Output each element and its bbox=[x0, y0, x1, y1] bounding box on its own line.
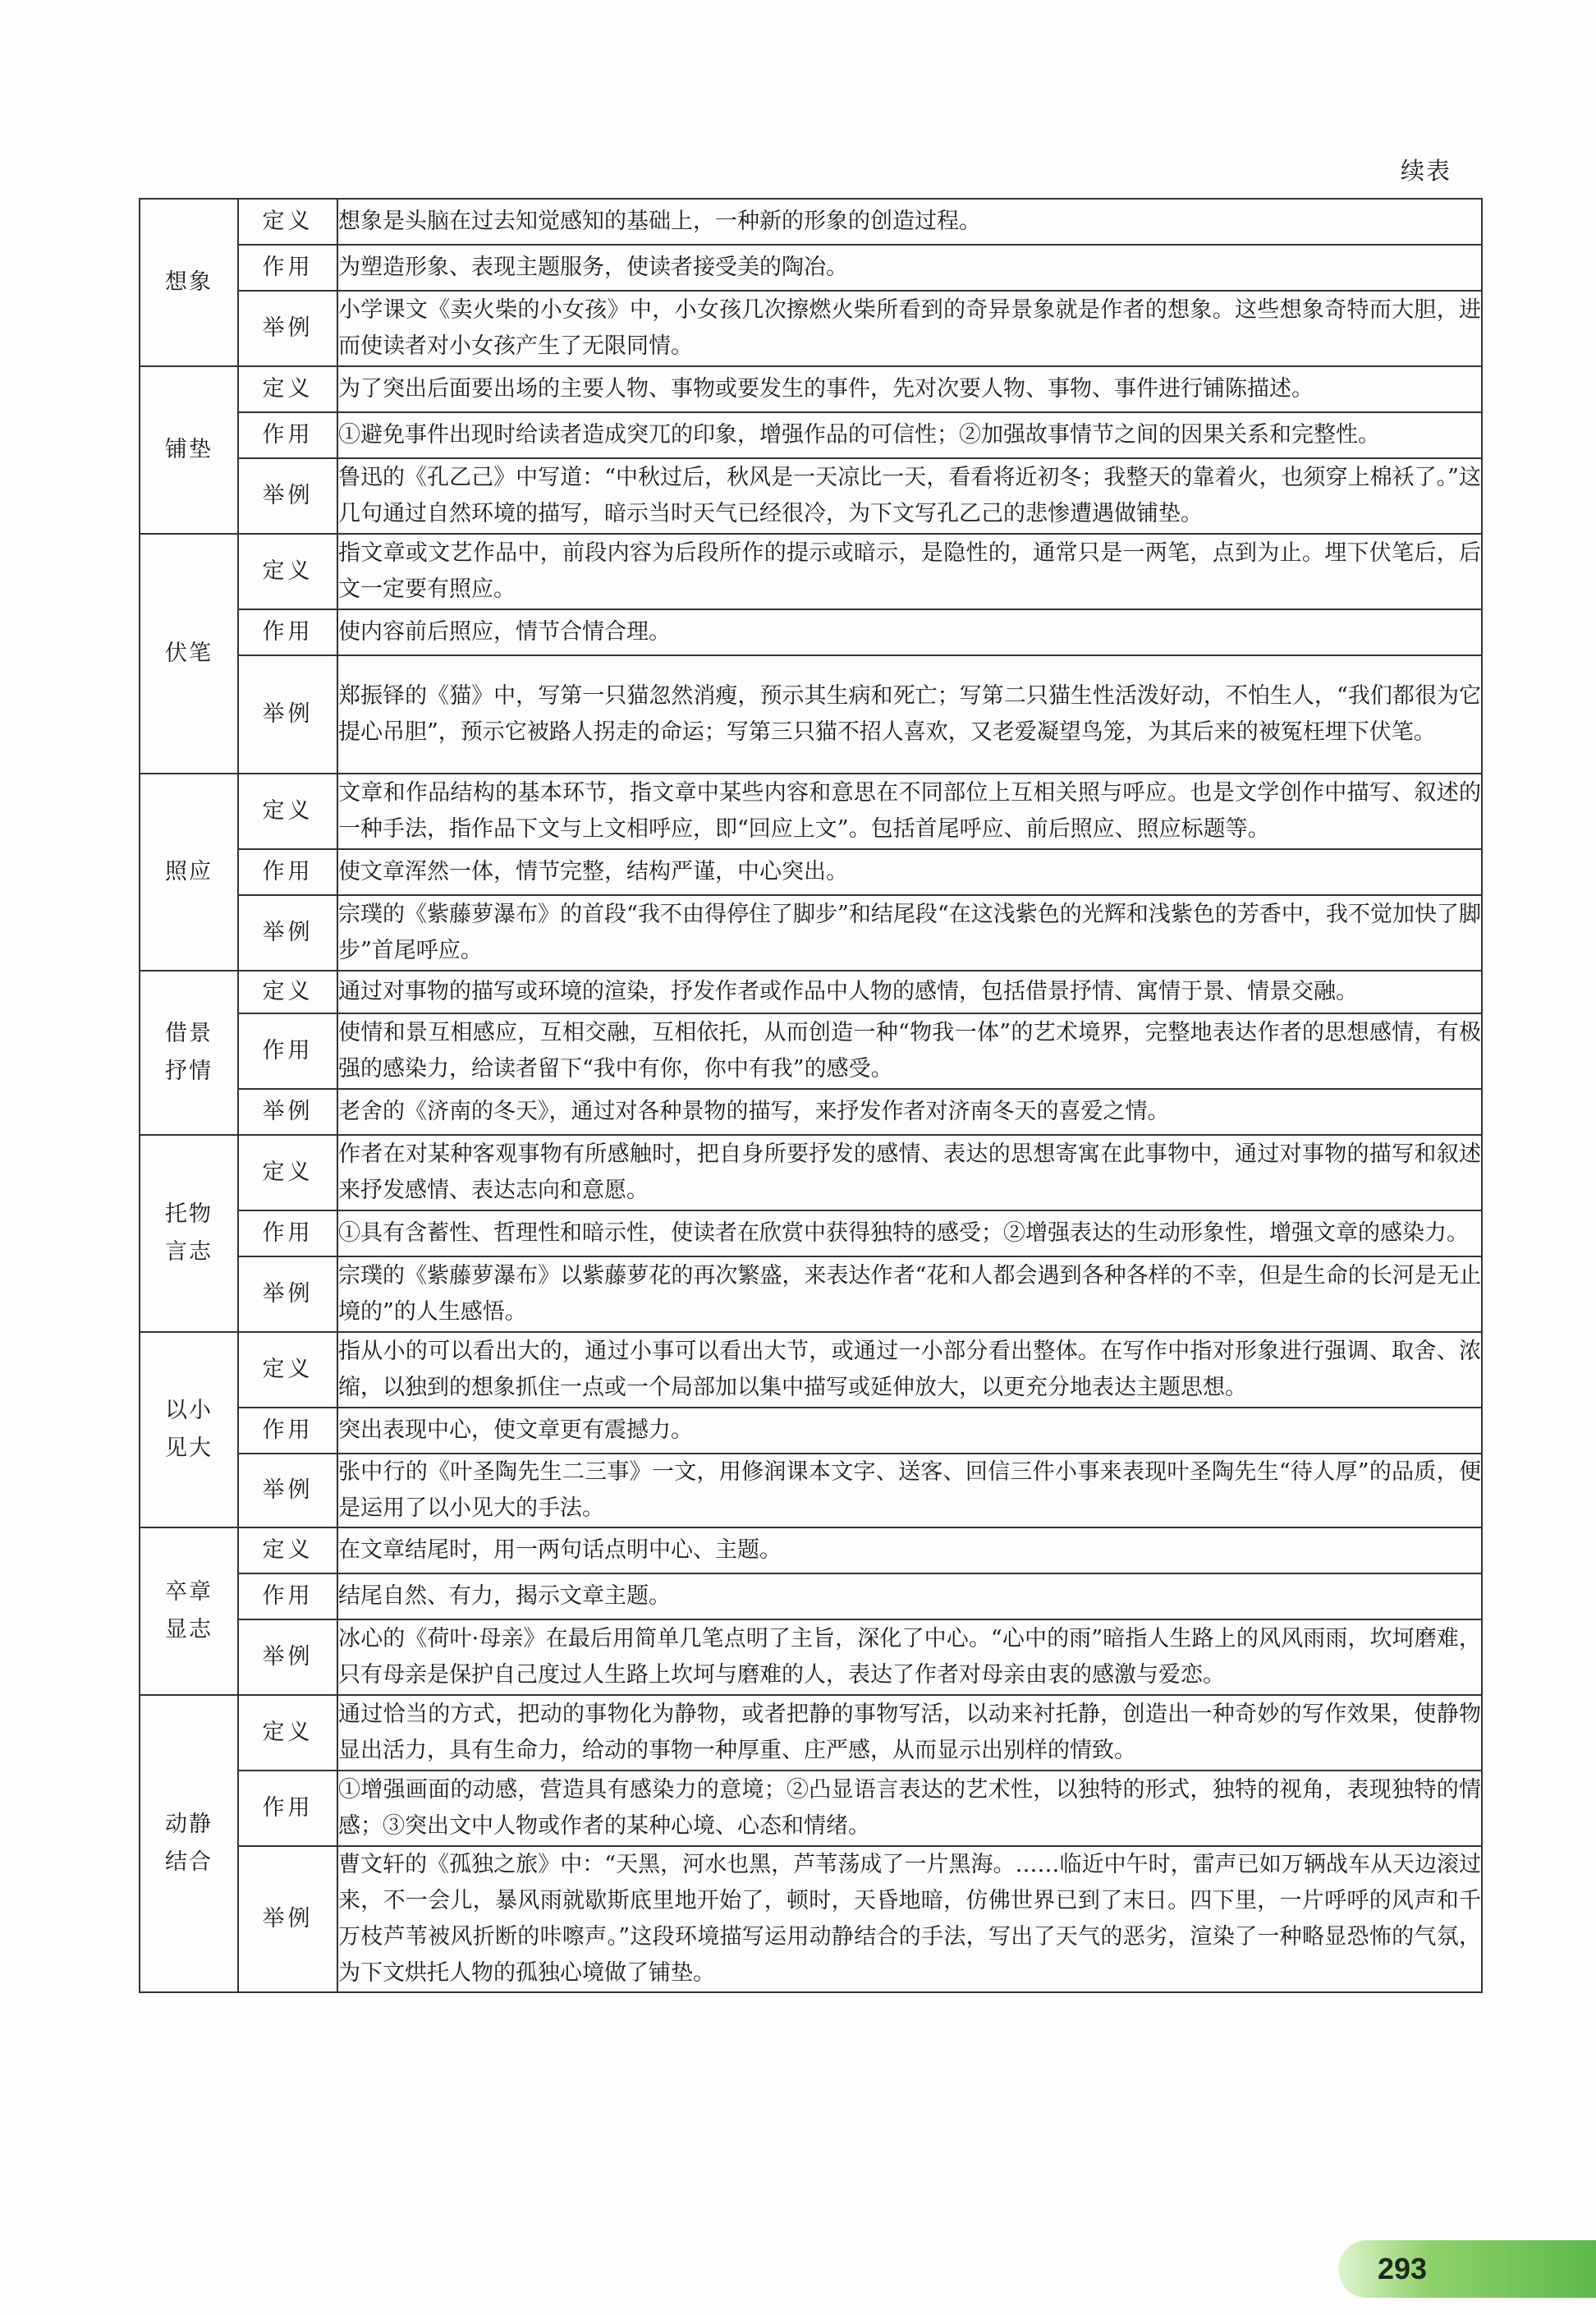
row-label: 作用 bbox=[238, 1573, 337, 1619]
section-name-line: 见大 bbox=[165, 1435, 213, 1461]
row-label: 定义 bbox=[238, 1695, 337, 1771]
table-row bbox=[140, 1527, 1482, 1573]
row-label: 作用 bbox=[238, 1013, 337, 1089]
table-row bbox=[140, 971, 1482, 1013]
section-name-line: 卒章 bbox=[165, 1579, 213, 1605]
row-label: 作用 bbox=[238, 412, 337, 458]
row-text: 鲁迅的《孔乙己》中写道：“中秋过后，秋风是一天凉比一天，看看将近初冬；我整天的靠着火，也须穿上棉袄了。”这几句通过自然环境的描写，暗示当时天气已经很冷，为下文写孔乙己的悲惨遭遇做铺垫。 bbox=[337, 458, 1482, 534]
row-label: 举例 bbox=[238, 895, 337, 971]
section-name-line: 想象 bbox=[165, 269, 213, 295]
row-text: 结尾自然、有力，揭示文章主题。 bbox=[337, 1573, 1482, 1619]
row-text: 指文章或文艺作品中，前段内容为后段所作的提示或暗示，是隐性的，通常只是一两笔，点到为止。埋下伏笔后，后文一定要有照应。 bbox=[337, 534, 1482, 609]
section-name bbox=[140, 1135, 238, 1332]
table-row bbox=[140, 1408, 1482, 1454]
table-row bbox=[140, 774, 1482, 849]
row-label: 定义 bbox=[238, 534, 337, 609]
section-name bbox=[140, 971, 238, 1135]
row-text: 指从小的可以看出大的，通过小事可以看出大节，或通过一小部分看出整体。在写作中指对形象进行强调、取舍、浓缩，以独到的想象抓住一点或一个局部加以集中描写或延伸放大，以更充分地表达主题思想。 bbox=[337, 1332, 1482, 1408]
writing-techniques-table bbox=[139, 198, 1483, 1993]
row-text: ①避免事件出现时给读者造成突兀的印象，增强作品的可信性；②加强故事情节之间的因果关系和完整性。 bbox=[337, 412, 1482, 458]
table-row bbox=[140, 609, 1482, 655]
table-row bbox=[140, 1619, 1482, 1695]
row-label: 作用 bbox=[238, 609, 337, 655]
table-row bbox=[140, 245, 1482, 291]
row-text: 突出表现中心，使文章更有震撼力。 bbox=[337, 1408, 1482, 1454]
section-name bbox=[140, 1527, 238, 1695]
row-label: 定义 bbox=[238, 1332, 337, 1408]
table-row bbox=[140, 1771, 1482, 1846]
section-name-line: 显志 bbox=[165, 1617, 213, 1642]
table-row bbox=[140, 412, 1482, 458]
section-name-line: 照应 bbox=[165, 859, 213, 884]
row-text: 想象是头脑在过去知觉感知的基础上，一种新的形象的创造过程。 bbox=[337, 199, 1482, 245]
row-label: 定义 bbox=[238, 971, 337, 1013]
row-label: 举例 bbox=[238, 1454, 337, 1527]
table-row bbox=[140, 895, 1482, 971]
row-text: 冰心的《荷叶·母亲》在最后用简单几笔点明了主旨，深化了中心。“心中的雨”暗指人生路上的风风雨雨，坎坷磨难，只有母亲是保护自己度过人生路上坎坷与磨难的人，表达了作者对母亲由衷的感激与爱恋。 bbox=[337, 1619, 1482, 1695]
table-row bbox=[140, 1135, 1482, 1210]
section-name-line: 抒情 bbox=[165, 1059, 213, 1084]
row-label: 定义 bbox=[238, 199, 337, 245]
table-row bbox=[140, 199, 1482, 245]
row-text: 郑振铎的《猫》中，写第一只猫忽然消瘦，预示其生病和死亡；写第二只猫生性活泼好动，不怕生人，“我们都很为它提心吊胆”，预示它被路人拐走的命运；写第三只猫不招人喜欢，又老爱凝望鸟笼，为其后来的被冤枉埋下伏笔。 bbox=[337, 655, 1482, 774]
section-name-line: 以小 bbox=[165, 1398, 213, 1423]
row-label: 举例 bbox=[238, 1846, 337, 1992]
row-text: 通过恰当的方式，把动的事物化为静物，或者把静的事物写活，以动来衬托静，创造出一种奇妙的写作效果，使静物显出活力，具有生命力，给动的事物一种厚重、庄严感，从而显示出别样的情致。 bbox=[337, 1695, 1482, 1771]
table-row bbox=[140, 366, 1482, 412]
row-label: 定义 bbox=[238, 1135, 337, 1210]
row-text: 张中行的《叶圣陶先生二三事》一文，用修润课本文字、送客、回信三件小事来表现叶圣陶先生“待人厚”的品质，便是运用了以小见大的手法。 bbox=[337, 1454, 1482, 1527]
table-row bbox=[140, 1573, 1482, 1619]
row-label: 举例 bbox=[238, 291, 337, 366]
row-label: 作用 bbox=[238, 1771, 337, 1846]
section-name bbox=[140, 1695, 238, 1992]
section-name-line: 言志 bbox=[165, 1239, 213, 1265]
table-row bbox=[140, 1695, 1482, 1771]
table-row bbox=[140, 1846, 1482, 1992]
row-text: ①具有含蓄性、哲理性和暗示性，使读者在欣赏中获得独特的感受；②增强表达的生动形象性，增强文章的感染力。 bbox=[337, 1210, 1482, 1256]
table-row bbox=[140, 1256, 1482, 1332]
row-label: 定义 bbox=[238, 366, 337, 412]
row-text: 宗璞的《紫藤萝瀑布》以紫藤萝花的再次繁盛，来表达作者“花和人都会遇到各种各样的不幸，但是生命的长河是无止境的”的人生感悟。 bbox=[337, 1256, 1482, 1332]
row-label: 作用 bbox=[238, 245, 337, 291]
row-text: 使情和景互相感应，互相交融，互相依托，从而创造一种“物我一体”的艺术境界，完整地表达作者的思想感情，有极强的感染力，给读者留下“我中有你，你中有我”的感受。 bbox=[337, 1013, 1482, 1089]
table-row bbox=[140, 1013, 1482, 1089]
row-text: 文章和作品结构的基本环节，指文章中某些内容和意思在不同部位上互相关照与呼应。也是文学创作中描写、叙述的一种手法，指作品下文与上文相呼应，即“回应上文”。包括首尾呼应、前后照应、照应标题等。 bbox=[337, 774, 1482, 849]
row-text: 为塑造形象、表现主题服务，使读者接受美的陶冶。 bbox=[337, 245, 1482, 291]
section-name-line: 动静 bbox=[165, 1812, 213, 1837]
section-name-line: 铺垫 bbox=[165, 437, 213, 462]
row-text: 使文章浑然一体，情节完整，结构严谨，中心突出。 bbox=[337, 849, 1482, 895]
table-row bbox=[140, 849, 1482, 895]
table-row bbox=[140, 534, 1482, 609]
continued-table-label: 续表 bbox=[1401, 157, 1452, 185]
row-text: 通过对事物的描写或环境的渲染，抒发作者或作品中人物的感情，包括借景抒情、寓情于景、情景交融。 bbox=[337, 971, 1482, 1013]
row-label: 举例 bbox=[238, 1619, 337, 1695]
row-text: 小学课文《卖火柴的小女孩》中，小女孩几次擦燃火柴所看到的奇异景象就是作者的想象。这些想象奇特而大胆，进而使读者对小女孩产生了无限同情。 bbox=[337, 291, 1482, 366]
table-row bbox=[140, 291, 1482, 366]
table-row bbox=[140, 1332, 1482, 1408]
row-label: 举例 bbox=[238, 1256, 337, 1332]
row-text: 曹文轩的《孤独之旅》中：“天黑，河水也黑，芦苇荡成了一片黑海。……临近中午时，雷声已如万辆战车从天边滚过来，不一会儿，暴风雨就歇斯底里地开始了，顿时，天昏地暗，仿佛世界已到了末日。四下里，一片呼呼的风声和千万枝芦苇被风折断的咔嚓声。”这段环境描写运用动静结合的手法，写出了天气的恶劣，渲染了一种略显恐怖的气氛，为下文烘托人物的孤独心境做了铺垫。 bbox=[337, 1846, 1482, 1992]
row-text: 老舍的《济南的冬天》，通过对各种景物的描写，来抒发作者对济南冬天的喜爱之情。 bbox=[337, 1089, 1482, 1135]
row-label: 定义 bbox=[238, 1527, 337, 1573]
row-text: 宗璞的《紫藤萝瀑布》的首段“我不由得停住了脚步”和结尾段“在这浅紫色的光辉和浅紫色的芳香中，我不觉加快了脚步”首尾呼应。 bbox=[337, 895, 1482, 971]
section-name-line: 托物 bbox=[165, 1201, 213, 1227]
row-label: 举例 bbox=[238, 1089, 337, 1135]
table-row bbox=[140, 655, 1482, 774]
section-name bbox=[140, 199, 238, 366]
table-row bbox=[140, 1210, 1482, 1256]
section-name-line: 伏笔 bbox=[165, 641, 213, 666]
page-number: 293 bbox=[1378, 2252, 1428, 2285]
table-row bbox=[140, 1089, 1482, 1135]
section-name-line: 借景 bbox=[165, 1021, 213, 1046]
section-name bbox=[140, 1332, 238, 1527]
section-name bbox=[140, 366, 238, 534]
row-label: 作用 bbox=[238, 849, 337, 895]
section-name bbox=[140, 534, 238, 774]
table-row bbox=[140, 1454, 1482, 1527]
section-name-line: 结合 bbox=[165, 1849, 213, 1875]
row-text: 在文章结尾时，用一两句话点明中心、主题。 bbox=[337, 1527, 1482, 1573]
row-text: 作者在对某种客观事物有所感触时，把自身所要抒发的感情、表达的思想寄寓在此事物中，通过对事物的描写和叙述来抒发感情、表达志向和意愿。 bbox=[337, 1135, 1482, 1210]
table-row bbox=[140, 458, 1482, 534]
row-text: 使内容前后照应，情节合情合理。 bbox=[337, 609, 1482, 655]
row-label: 举例 bbox=[238, 655, 337, 774]
row-label: 定义 bbox=[238, 774, 337, 849]
row-text: 为了突出后面要出场的主要人物、事物或要发生的事件，先对次要人物、事物、事件进行铺陈描述。 bbox=[337, 366, 1482, 412]
row-label: 作用 bbox=[238, 1210, 337, 1256]
section-name bbox=[140, 774, 238, 971]
row-text: ①增强画面的动感，营造具有感染力的意境；②凸显语言表达的艺术性，以独特的形式，独特的视角，表现独特的情感；③突出文中人物或作者的某种心境、心态和情绪。 bbox=[337, 1771, 1482, 1846]
row-label: 举例 bbox=[238, 458, 337, 534]
row-label: 作用 bbox=[238, 1408, 337, 1454]
